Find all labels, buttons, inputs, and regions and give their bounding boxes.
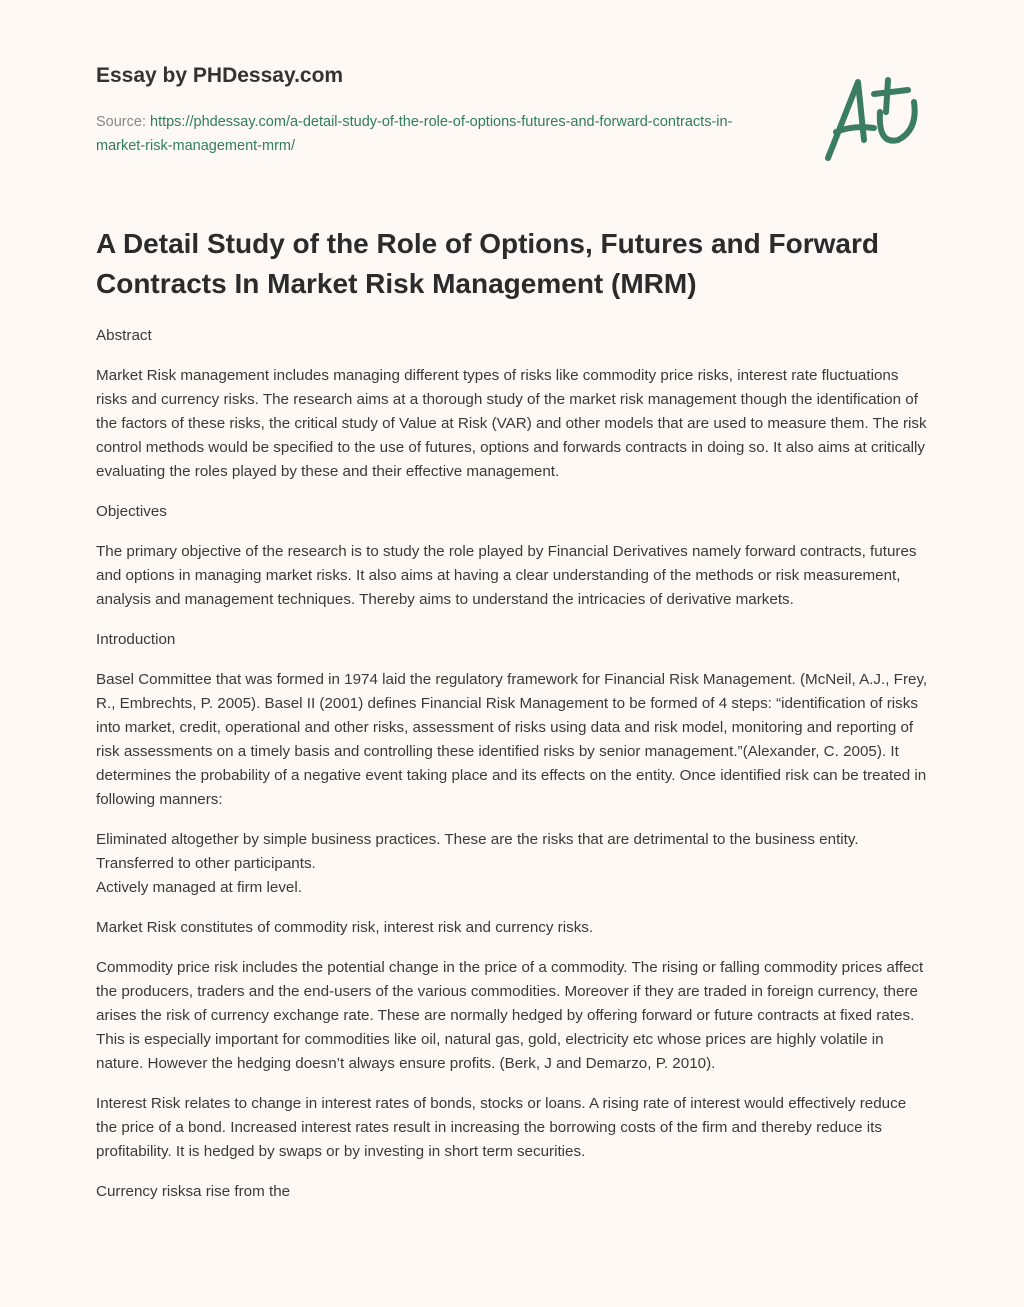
commodity-paragraph: Commodity price risk includes the potential change in the price of a commodity. The rising or falling commodity prices affect the producers, traders and the end-users of the various commodities. Moreover if they are traded in foreign currency, there arises the risk of currency exchange rate. These are normally hedged by offering forward or future contracts at fixed rates. This is especially important for commodities like oil, natural gas, gold, electricity etc whose prices are highly volatile in nature. However the hedging doesn’t always ensure profits. (Berk, J and Demarzo, P. 2010). <box>96 959 924 1072</box>
currency-paragraph: Currency risksa rise from the <box>96 1183 291 1200</box>
treatment-list <box>96 828 930 900</box>
objectives-paragraph: The primary objective of the research is to study the role played by Financial Derivatives namely forward contracts, futures and options in managing market risks. It also aims at having a clear understanding of the methods or risk measurement, analysis and management techniques. Thereby aims to understand the intricacies of derivative markets. <box>96 543 917 608</box>
source-link[interactable]: https://phdessay.com/a-detail-study-of-the-role-of-options-futures-and-forward-contracts-in-market-risk-management-mrm/ <box>96 114 733 154</box>
page-title: A Detail Study of the Role of Options, Futures and Forward Contracts In Market Risk Management (MRM) <box>96 228 879 299</box>
market-risk-paragraph: Market Risk constitutes of commodity risk, interest risk and currency risks. <box>96 919 594 936</box>
source-label: Source: <box>96 114 150 130</box>
a-plus-logo-icon <box>818 70 928 165</box>
abstract-heading: Abstract <box>96 327 152 344</box>
introduction-paragraph: Basel Committee that was formed in 1974 laid the regulatory framework for Financial Risk Management. (McNeil, A.J., Frey, R., Embrechts, P. 2005). Basel II (2001) defines Financial Risk Management to be formed of 4 steps: “identification of risks into market, credit, operational and other risks, assessment of risks using data and risk model, monitoring and reporting of risk assessments on a timely basis and controlling these identified risks by senior management.”(Alexander, C. 2005). It determines the probability of a negative event taking place and its effects on the entity. Once identified risk can be treated in following manners: <box>96 671 928 808</box>
source-line <box>96 110 776 158</box>
list-item: Transferred to other participants. <box>96 855 316 872</box>
list-item: Eliminated altogether by simple business practices. These are the risks that are detrimental to the business entity. <box>96 831 859 848</box>
essay-body <box>96 324 930 1220</box>
objectives-heading: Objectives <box>96 503 167 520</box>
abstract-paragraph: Market Risk management includes managing different types of risks like commodity price risks, interest rate fluctuations risks and currency risks. The research aims at a thorough study of the market risk management though the identification of the factors of these risks, the critical study of Value at Risk (VAR) and other models that are used to measure them. The risk control methods would be specified to the use of futures, options and forwards contracts in doing so. It also aims at critically evaluating the roles played by these and their effective management. <box>96 367 927 480</box>
introduction-heading: Introduction <box>96 631 176 648</box>
site-name: Essay by PHDessay.com <box>96 64 344 87</box>
interest-paragraph: Interest Risk relates to change in interest rates of bonds, stocks or loans. A rising rate of interest would effectively reduce the price of a bond. Increased interest rates result in increasing the borrowing costs of the firm and thereby reduce its profitability. It is hedged by swaps or by investing in short term securities. <box>96 1095 907 1160</box>
list-item: Actively managed at firm level. <box>96 879 302 896</box>
